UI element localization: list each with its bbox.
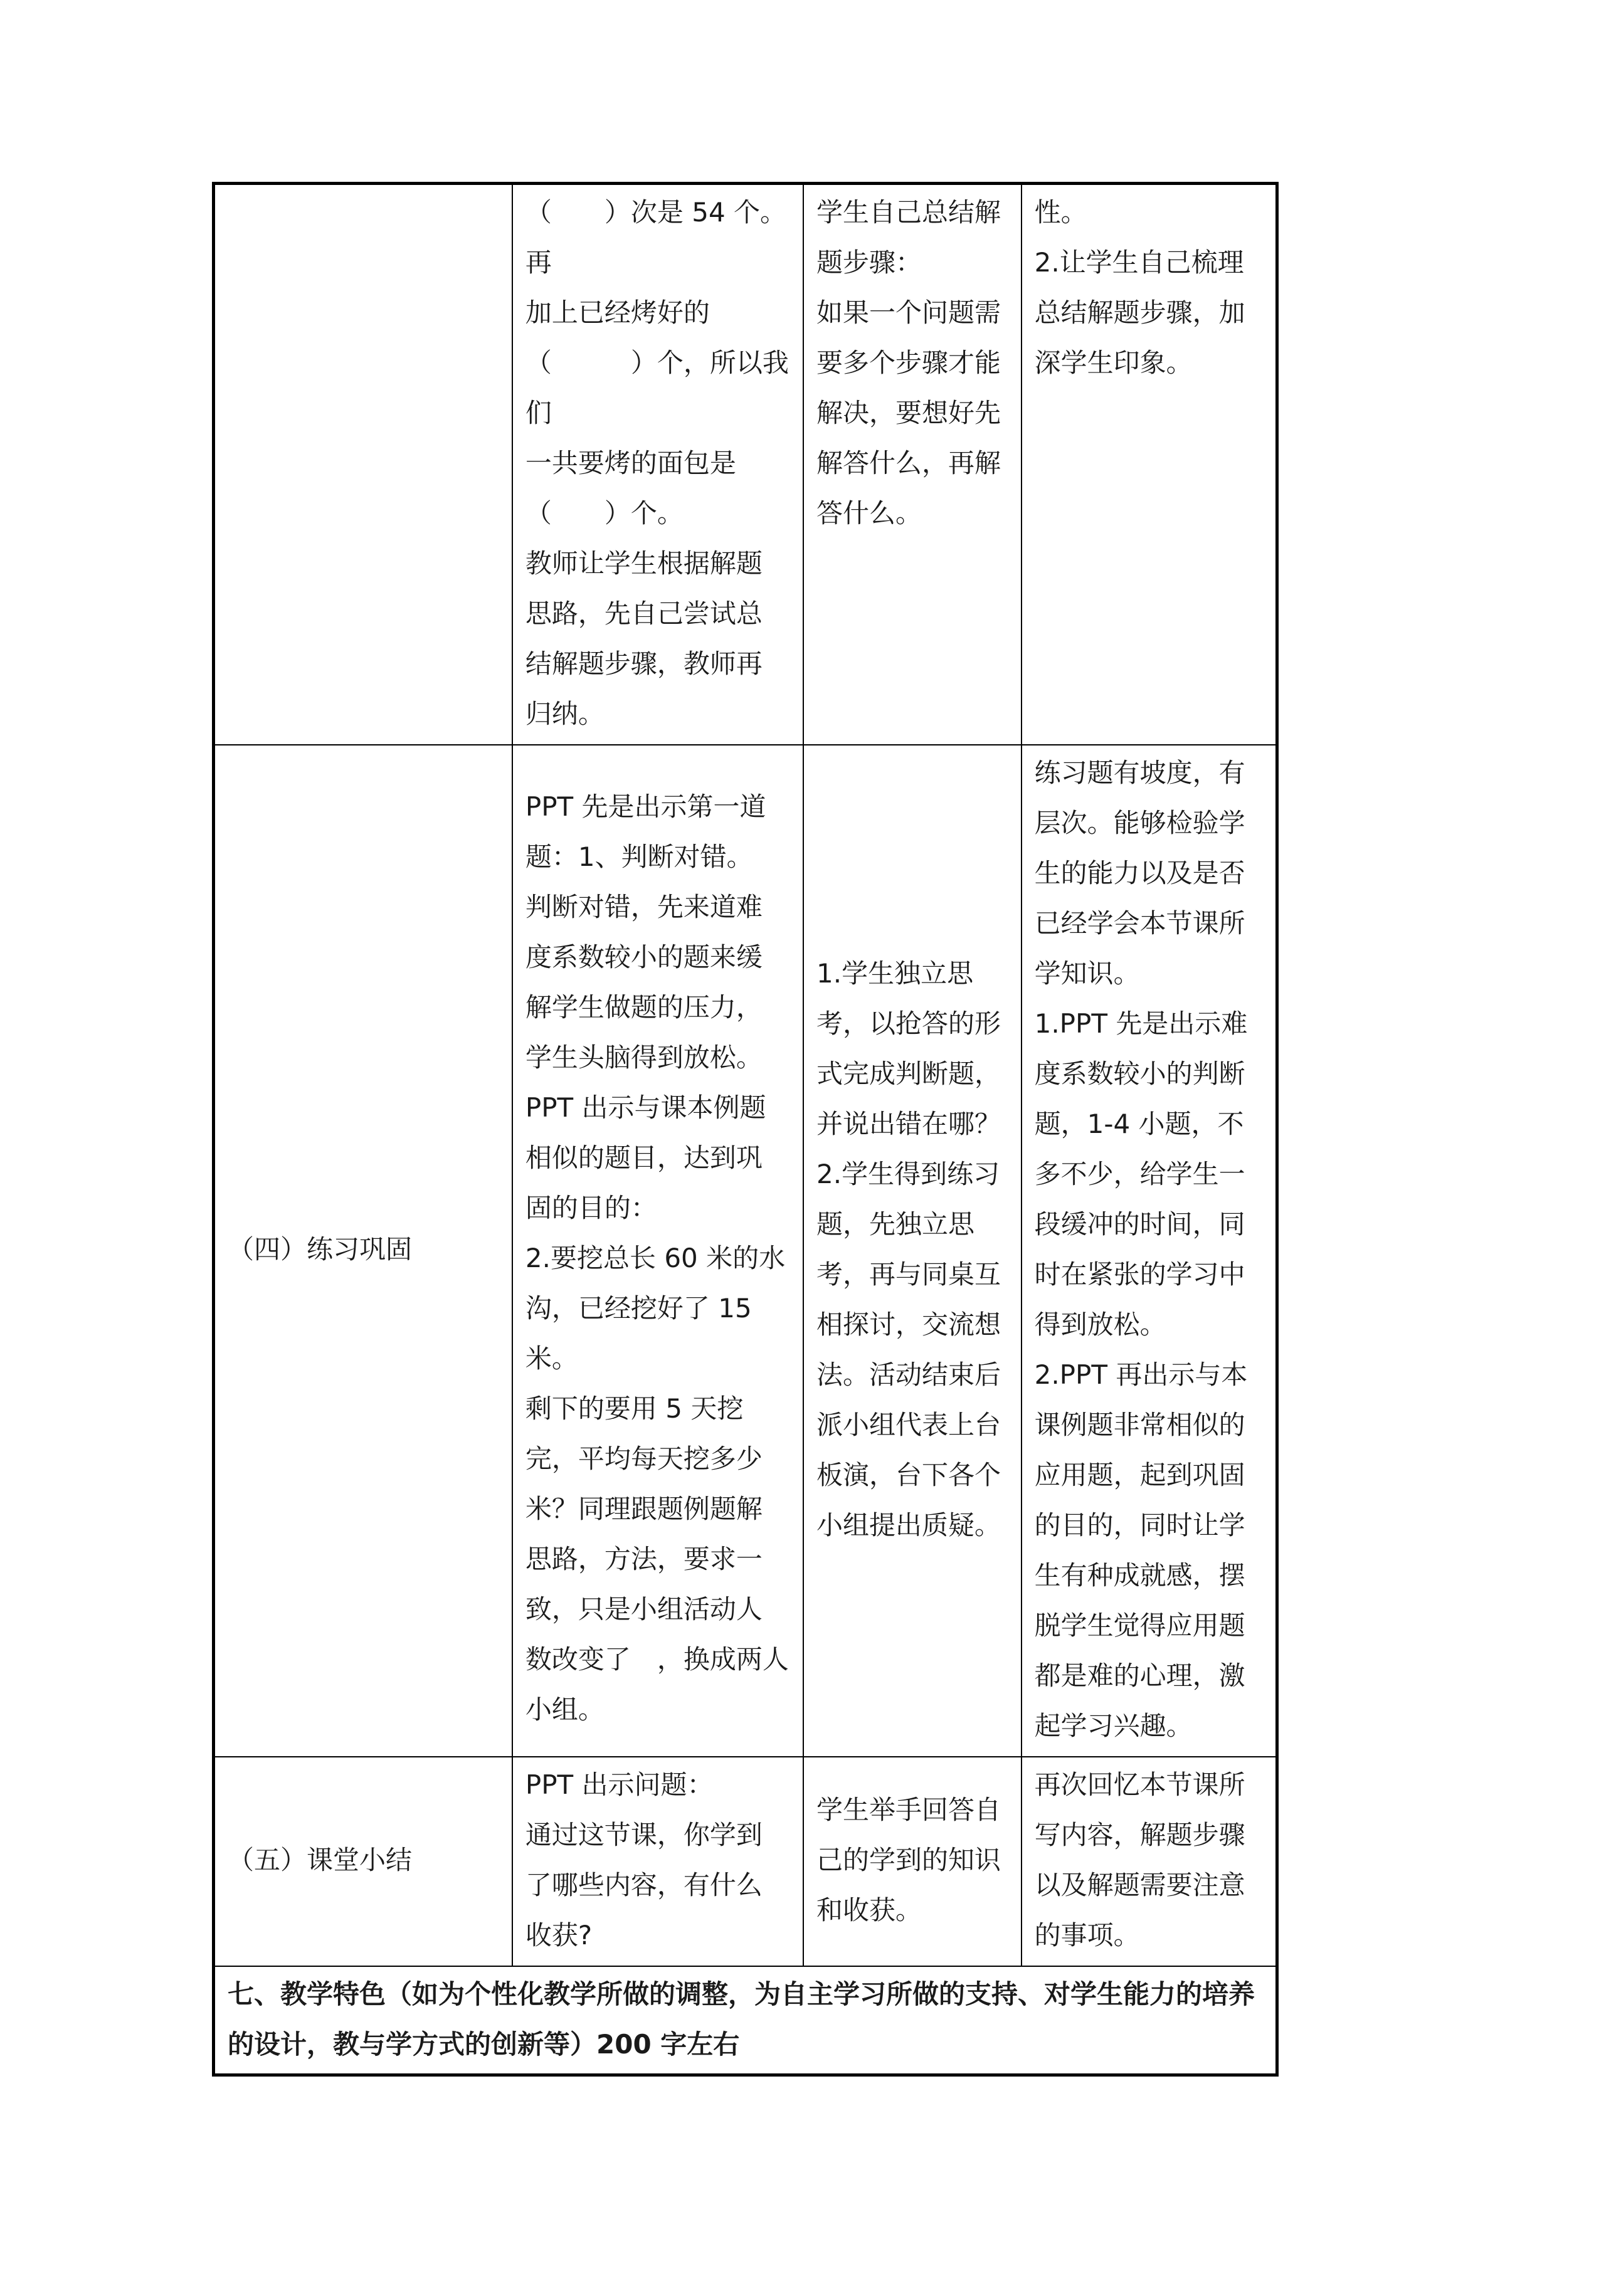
text-line: 思路，方法，要求一 (525, 1544, 763, 1574)
text-line: 沟，已经挖好了 15 (525, 1293, 752, 1324)
text-line: 度系数较小的判断 (1034, 1058, 1245, 1089)
text-line: 考，以抢答的形 (816, 1008, 1001, 1039)
text-line: 米。 (525, 1343, 578, 1374)
text-line: 通过这节课，你学到 (525, 1819, 763, 1850)
text-line: 时在紧张的学习中 (1034, 1259, 1245, 1290)
text-line: 了哪些内容，有什么 (525, 1870, 763, 1900)
text-line: 数改变了 ，换成两人 (525, 1644, 789, 1675)
text-line: 小组。 (525, 1694, 605, 1725)
text-line: 1.PPT 先是出示难 (1034, 1008, 1248, 1039)
text-line: 学生头脑得到放松。 (525, 1042, 763, 1073)
text-line: 以及解题需要注意 (1034, 1870, 1245, 1900)
text-line: 生的能力以及是否 (1034, 858, 1245, 888)
text-line: 2.要挖总长 60 米的水 (525, 1243, 786, 1273)
text-line: 教师让学生根据解题 (525, 548, 763, 579)
text-line: 收获? (525, 1920, 593, 1951)
text-line: 固的目的： (525, 1193, 657, 1223)
text-line: 的目的，同时让学 (1034, 1510, 1245, 1540)
text-line: 小组提出质疑。 (816, 1510, 1001, 1540)
text-line: 的事项。 (1034, 1920, 1140, 1951)
text-line: 解决，要想好先 (816, 398, 1001, 428)
text-line: 加上已经烤好的 (525, 297, 710, 328)
text-line: 归纳。 (525, 698, 605, 729)
text-line: 米？同理跟题例题解 (525, 1493, 763, 1524)
student-activity-cell (803, 184, 1022, 745)
text-line: 和收获。 (816, 1895, 922, 1925)
table-row (214, 1966, 1277, 2075)
text-line: 脱学生觉得应用题 (1034, 1610, 1245, 1641)
text-line: 解学生做题的压力， (525, 992, 763, 1023)
table-row (214, 745, 1277, 1757)
text-line: 一共要烤的面包是 (525, 448, 736, 478)
text-line: 练习题有坡度，有 (1034, 757, 1245, 788)
text-line: 题：1、判断对错。 (525, 841, 753, 872)
text-line: 段缓冲的时间，同 (1034, 1209, 1245, 1240)
student-activity-cell (803, 745, 1022, 1757)
stage-cell (214, 745, 512, 1757)
text-line: 解答什么，再解 (816, 448, 1001, 478)
teacher-activity-cell (512, 1757, 803, 1966)
text-line: （ ）个。 (525, 498, 684, 529)
text-line: 题，1-4 小题，不 (1034, 1109, 1244, 1139)
text-line: 式完成判断题， (816, 1058, 1001, 1089)
teacher-activity-cell (512, 745, 803, 1757)
teacher-activity-cell (512, 184, 803, 745)
text-line: 再次回忆本节课所 (1034, 1769, 1245, 1800)
text-line: 生有种成就感，摆 (1034, 1560, 1245, 1591)
text-line: 度系数较小的题来缓 (525, 942, 763, 972)
section-heading-cell (214, 1966, 1277, 2075)
text-line: 如果一个问题需 (816, 297, 1001, 328)
text-line: 板演，台下各个 (816, 1460, 1001, 1490)
text-line: PPT 出示问题： (525, 1769, 714, 1800)
text-line: 派小组代表上台 (816, 1409, 1001, 1440)
text-line: 考，再与同桌互 (816, 1259, 1001, 1290)
text-line: 致，只是小组活动人 (525, 1594, 763, 1625)
text-line: 起学习兴趣。 (1034, 1710, 1193, 1741)
text-line: 应用题，起到巩固 (1034, 1460, 1245, 1490)
stage-label: （四）练习巩固 (228, 1234, 413, 1265)
text-line: 性。 (1034, 197, 1087, 228)
lesson-plan-table (212, 182, 1279, 2077)
text-line: 己的学到的知识 (816, 1845, 1001, 1875)
text-line: 学知识。 (1034, 958, 1140, 989)
text-line: 1.学生独立思 (816, 958, 974, 989)
text-line: 相似的题目，达到巩 (525, 1142, 763, 1173)
text-line: 剩下的要用 5 天挖 (525, 1393, 744, 1424)
table-row (214, 1757, 1277, 1966)
text-line: 得到放松。 (1034, 1309, 1166, 1340)
text-line: 2.让学生自己梳理 (1034, 247, 1244, 278)
text-line: 2.PPT 再出示与本 (1034, 1359, 1248, 1390)
text-line: 结解题步骤，教师再 (525, 648, 763, 679)
text-line: 课例题非常相似的 (1034, 1409, 1245, 1440)
text-line: 写内容，解题步骤 (1034, 1819, 1245, 1850)
text-line: 判断对错，先来道难 (525, 892, 763, 922)
stage-cell (214, 1757, 512, 1966)
text-line: PPT 先是出示第一道 (525, 791, 766, 822)
text-line: 七、教学特色（如为个性化教学所做的调整，为自主学习所做的支持、对学生能力的培养 (228, 1979, 1255, 2009)
text-line: 相探讨，交流想 (816, 1309, 1001, 1340)
stage-cell (214, 184, 512, 745)
design-intent-cell (1022, 1757, 1277, 1966)
design-intent-cell (1022, 184, 1277, 745)
text-line: 深学生印象。 (1034, 347, 1193, 378)
text-line: 都是难的心理，激 (1034, 1660, 1245, 1691)
text-line: 法。活动结束后 (816, 1359, 1001, 1390)
text-line: 并说出错在哪？ (816, 1109, 1001, 1139)
student-activity-cell (803, 1757, 1022, 1966)
text-line: 多不少，给学生一 (1034, 1159, 1245, 1189)
text-line: 题步骤： (816, 247, 922, 278)
text-line: （ ）次是 54 个。再 (525, 197, 787, 278)
text-line: 要多个步骤才能 (816, 347, 1001, 378)
stage-label: （五）课堂小结 (228, 1845, 413, 1875)
text-line: 学生举手回答自 (816, 1794, 1001, 1825)
text-line: 答什么。 (816, 498, 922, 529)
text-line: 题，先独立思 (816, 1209, 975, 1240)
text-line: 2.学生得到练习 (816, 1159, 1000, 1189)
text-line: （ ）个，所以我们 (525, 347, 789, 428)
text-line: 层次。能够检验学 (1034, 808, 1245, 838)
text-line: 的设计，教与学方式的创新等）200 字左右 (228, 2029, 740, 2060)
text-line: PPT 出示与课本例题 (525, 1092, 766, 1123)
table-row (214, 184, 1277, 745)
text-line: 已经学会本节课所 (1034, 908, 1245, 939)
design-intent-cell (1022, 745, 1277, 1757)
text-line: 完，平均每天挖多少 (525, 1443, 763, 1474)
text-line: 学生自己总结解 (816, 197, 1001, 228)
text-line: 总结解题步骤，加 (1034, 297, 1245, 328)
text-line: 思路，先自己尝试总 (525, 598, 763, 629)
